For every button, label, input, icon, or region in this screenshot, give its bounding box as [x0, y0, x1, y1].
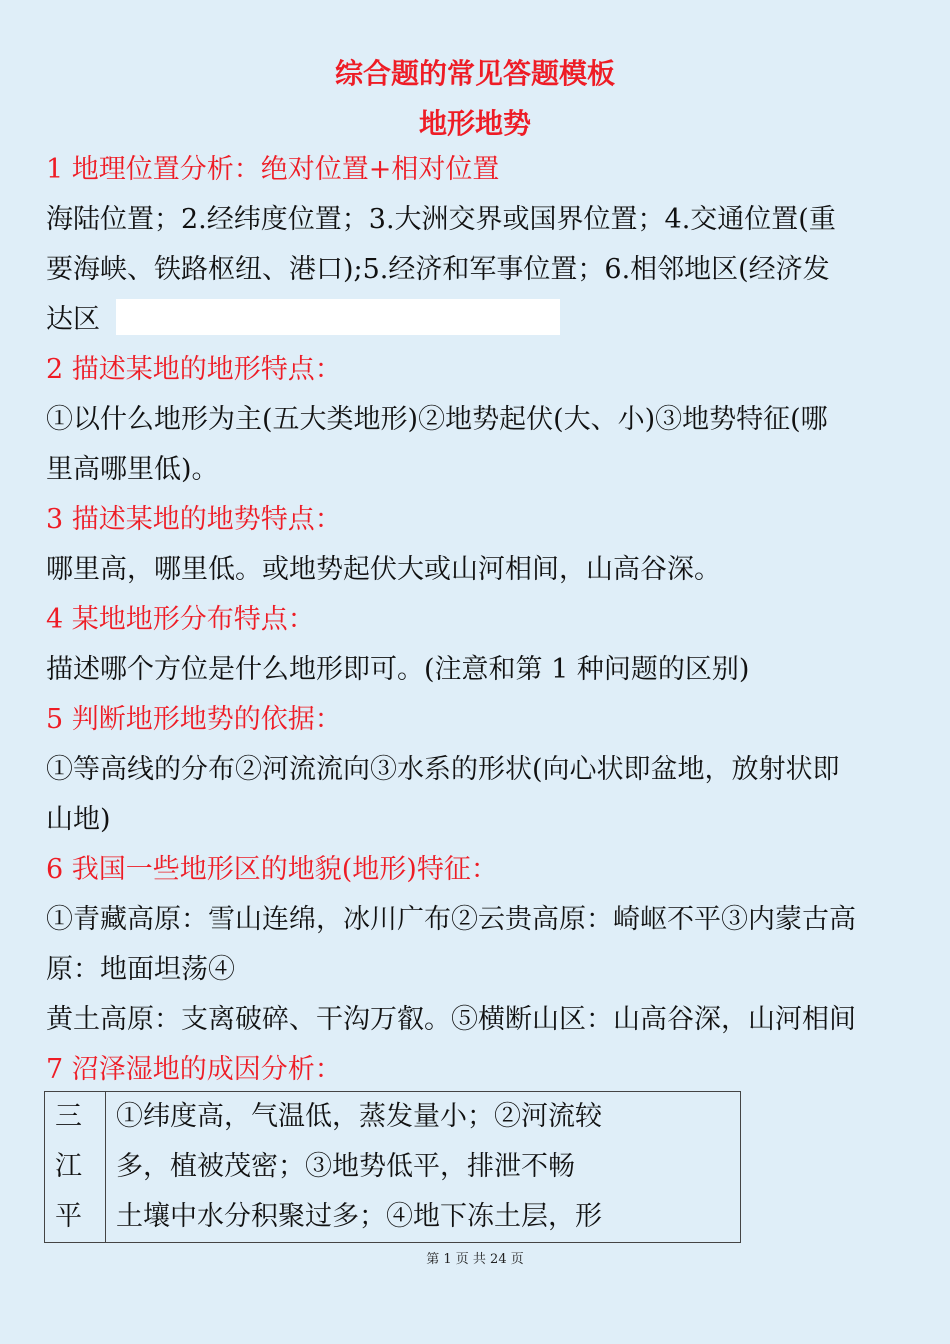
- section-heading: 5 判断地形地势的依据：: [46, 704, 342, 735]
- body-line: 海陆位置；2.经纬度位置；3.大洲交界或国界位置；4.交通位置(重: [46, 204, 836, 235]
- table-region-cell: [45, 1092, 106, 1243]
- body-line: 达区: [46, 304, 100, 335]
- document-subtitle: 地形地势: [418, 107, 531, 140]
- body-line: ①青藏高原：雪山连绵，冰川广布②云贵高原：崎岖不平③内蒙古高: [46, 904, 856, 935]
- swamp-table: [44, 1091, 741, 1243]
- redacted-block: [116, 299, 560, 335]
- table-line: 土壤中水分积聚过多；④地下冻土层，形: [116, 1201, 602, 1232]
- body-line: ①以什么地形为主(五大类地形)②地势起伏(大、小)③地势特征(哪: [46, 404, 828, 435]
- body-line: 里高哪里低)。: [46, 454, 219, 485]
- body-line: 原：地面坦荡④: [46, 954, 235, 985]
- body-line: 描述哪个方位是什么地形即可。(注意和第 1 种问题的区别): [46, 654, 750, 685]
- body-line: 要海峡、铁路枢纽、港口);5.经济和军事位置；6.相邻地区(经济发: [46, 254, 830, 285]
- region-char: 三: [55, 1101, 82, 1132]
- body-line: 哪里高，哪里低。或地势起伏大或山河相间，山高谷深。: [46, 554, 721, 585]
- section-heading: 4 某地地形分布特点：: [46, 604, 315, 635]
- section-heading: 2 描述某地的地形特点：: [46, 354, 342, 385]
- document-title: 综合题的常见答题模板: [334, 57, 615, 90]
- table-line: ①纬度高，气温低，蒸发量小；②河流较: [116, 1101, 602, 1132]
- body-line: ①等高线的分布②河流流向③水系的形状(向心状即盆地，放射状即: [46, 754, 840, 785]
- table-content-cell: [106, 1092, 741, 1243]
- section-heading: 6 我国一些地形区的地貌(地形)特征：: [46, 854, 498, 885]
- section-heading: 7 沼泽湿地的成因分析：: [46, 1054, 342, 1085]
- section-heading: 3 描述某地的地势特点：: [46, 504, 342, 535]
- section-heading: 1 地理位置分析：绝对位置+相对位置: [46, 154, 500, 185]
- table-line: 多，植被茂密；③地势低平，排泄不畅: [116, 1151, 575, 1182]
- body-line: 黄土高原：支离破碎、干沟万叡。⑤横断山区：山高谷深，山河相间: [46, 1004, 856, 1035]
- page-footer: 第 1 页 共 24 页: [426, 1252, 524, 1267]
- region-char: 江: [55, 1151, 82, 1182]
- body-line: 山地): [46, 804, 111, 835]
- region-char: 平: [55, 1201, 82, 1232]
